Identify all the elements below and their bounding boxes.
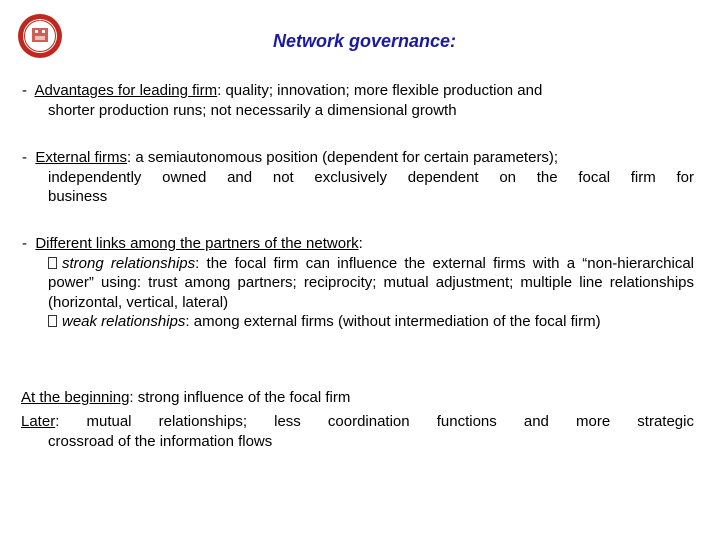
advantages-term: Advantages for leading firm [34, 82, 218, 99]
links-term: Different links among the partners of the network [35, 235, 359, 252]
advantages-text: : quality; innovation; more flexible production and [217, 82, 543, 99]
beginning-term: At the beginning [21, 389, 130, 406]
page-title: Network governance: [272, 31, 457, 51]
later-term: Later [21, 413, 56, 430]
later-text-line2: crossroad of the information flows [48, 432, 273, 450]
advantages-text-line2: shorter production runs; not necessarily a dimensional growth [48, 101, 457, 119]
weak-relationships-term: weak relationships [62, 313, 186, 330]
weak-relationships-item [22, 312, 694, 332]
bullet-advantages [22, 81, 690, 120]
external-firms-line3: business [48, 188, 108, 205]
bullet-dash: - [22, 149, 27, 166]
later-text: : mutual relationships; less coordination functions and more strategic [55, 413, 694, 430]
weak-relationships-text: : among external firms (without intermediation of the focal firm) [185, 313, 601, 330]
strong-relationships-text: : the focal firm can influence the external firms with a “non-hierarchical power” using: trust among partners; reciprocity; mutual adjustment; multiple line relationships (horizontal, vertical, lateral) [48, 254, 694, 311]
bullet-external-firms [22, 148, 694, 207]
strong-relationships-item [22, 254, 694, 313]
bullet-dash: - [22, 82, 27, 99]
beginning-line [21, 388, 693, 408]
external-firms-term: External firms [35, 149, 128, 166]
arrow-bullet-icon [48, 315, 57, 327]
external-firms-text: : a semiautonomous position (dependent for certain parameters); [127, 149, 559, 166]
strong-relationships-term: strong relationships [62, 254, 196, 272]
links-colon: : [358, 235, 363, 252]
external-firms-line2: independently owned and not exclusively dependent on the focal firm for [48, 168, 694, 186]
arrow-bullet-icon [48, 257, 57, 269]
beginning-text: : strong influence of the focal firm [129, 389, 351, 406]
bullet-links [22, 234, 694, 332]
bullet-dash: - [22, 235, 27, 252]
later-line [21, 412, 694, 451]
